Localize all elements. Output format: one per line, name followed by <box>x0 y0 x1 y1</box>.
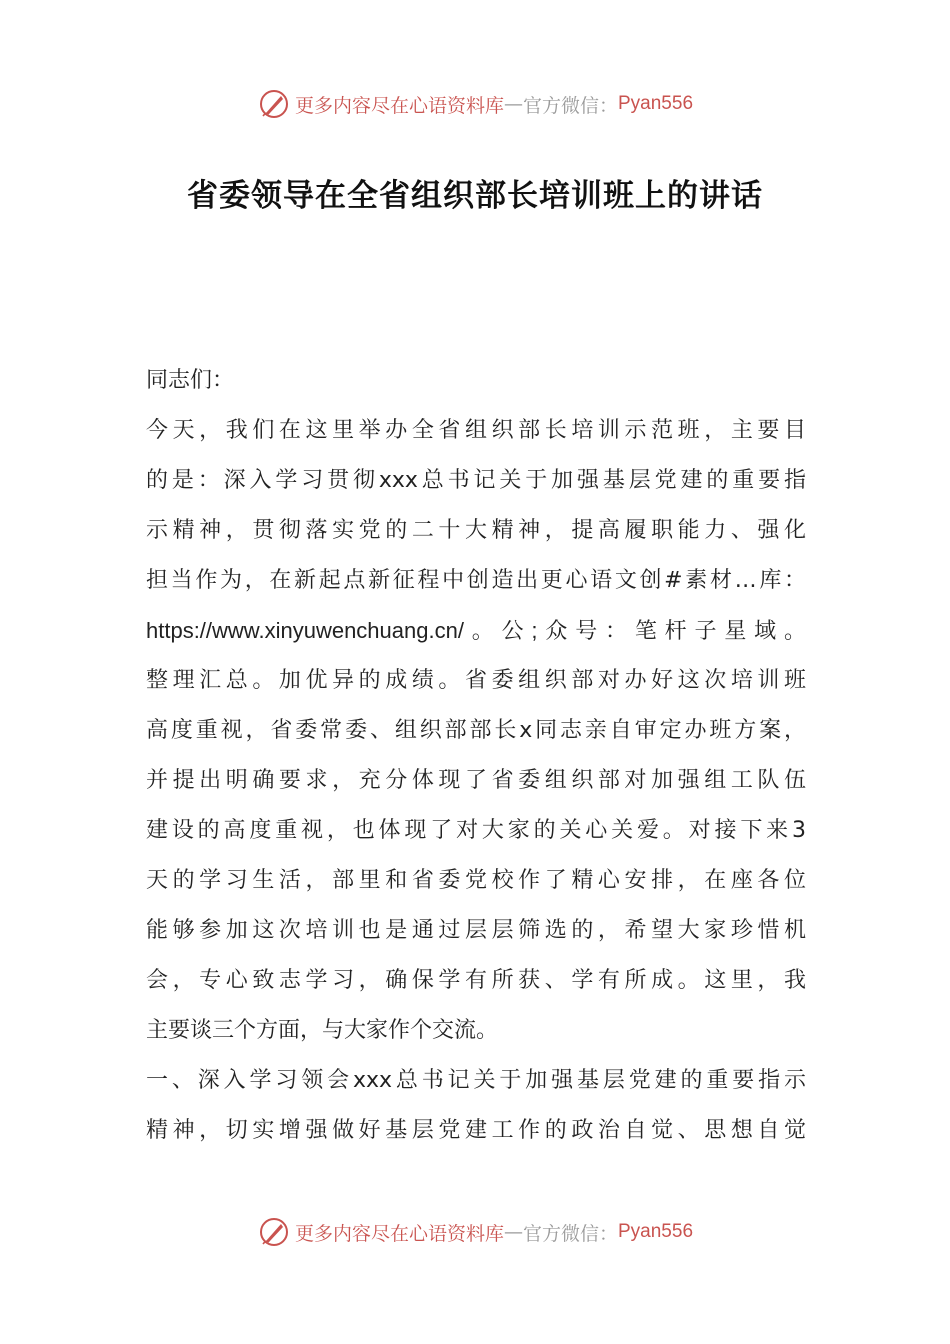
watermark-wechat-id: Pyan556 <box>618 93 694 114</box>
paragraph-line: 示精神，贯彻落实党的二十大精神，提高履职能力、强化 <box>146 518 806 543</box>
quill-logo-icon <box>257 87 291 121</box>
paragraph-line: 高度重视，省委常委、组织部部长x同志亲自审定办班方案， <box>146 718 806 743</box>
watermark-label: 官方微信： <box>522 1222 618 1245</box>
watermark-wechat-id: Pyan556 <box>618 1221 694 1242</box>
watermark-prefix: 更多内容尽在心语资料库 <box>294 94 504 117</box>
paragraph-line: 主要谈三个方面，与大家作个交流。 <box>146 1018 499 1043</box>
quill-logo-icon <box>257 1215 291 1249</box>
watermark-prefix: 更多内容尽在心语资料库 <box>294 1222 504 1245</box>
paragraph-line: 能够参加这次培训也是通过层层筛选的，希望大家珍惜机 <box>146 918 806 943</box>
document-title: 省委领导在全省组织部长培训班上的讲话 <box>187 178 763 214</box>
paragraph-line: 一、深入学习领会xxx总书记关于加强基层党建的重要指示 <box>146 1068 806 1093</box>
watermark-label: 官方微信： <box>522 94 618 117</box>
paragraph-line: 会，专心致志学习，确保学有所获、学有所成。这里，我 <box>146 968 806 993</box>
watermark-header <box>0 84 950 124</box>
watermark-dash: — <box>503 1221 523 1243</box>
paragraph-line: 整理汇总。加优异的成绩。省委组织部对办好这次培训班 <box>146 668 806 693</box>
paragraph-line: 并提出明确要求，充分体现了省委组织部对加强组工队伍 <box>146 768 806 793</box>
document-body <box>146 356 806 1156</box>
paragraph-line: 担当作为，在新起点新征程中创造出更心语文创#素材…库： <box>146 568 806 593</box>
paragraph-line: 今天，我们在这里举办全省组织部长培训示范班，主要目 <box>146 418 806 443</box>
paragraph-line: 精神，切实增强做好基层党建工作的政治自觉、思想自觉 <box>146 1118 806 1143</box>
paragraph-line-url: https://www.xinyuwenchuang.cn/。公;众号：笔杆子星域。 <box>146 618 806 643</box>
paragraph-line: 建设的高度重视，也体现了对大家的关心关爱。对接下来3 <box>146 818 806 843</box>
watermark-footer <box>0 1212 950 1252</box>
paragraph-line: 同志们： <box>146 368 235 393</box>
paragraph-line: 天的学习生活，部里和省委党校作了精心安排，在座各位 <box>146 868 806 893</box>
paragraph-line: 的是：深入学习贯彻xxx总书记关于加强基层党建的重要指 <box>146 468 806 493</box>
watermark-dash: — <box>503 93 523 115</box>
